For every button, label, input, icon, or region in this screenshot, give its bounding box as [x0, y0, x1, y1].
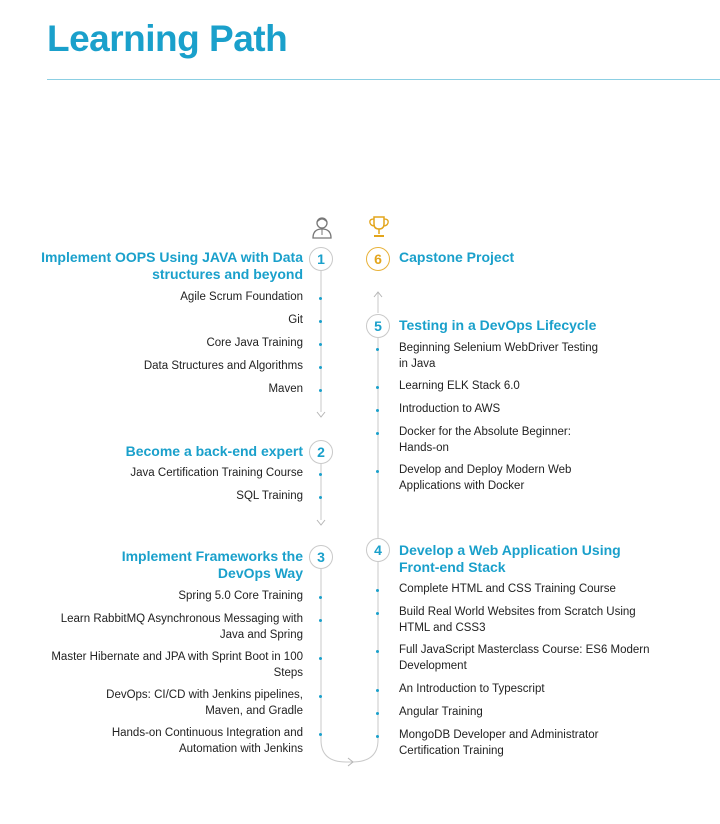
timeline-dot: [376, 689, 379, 692]
stage-5-course-item: Docker for the Absolute Beginner: Hands-on: [399, 426, 571, 454]
timeline-dot: [319, 473, 322, 476]
stage-5-course-item: Develop and Deploy Modern Web Applications with Docker: [399, 464, 572, 492]
timeline-dot: [376, 612, 379, 615]
stage-3-course-item: Hands-on Continuous Integration and Automation with Jenkins: [111, 727, 303, 755]
stage-4-course-item: MongoDB Developer and Administrator Certification Training: [399, 729, 599, 757]
stage-2-number-badge: 2: [309, 440, 333, 464]
stage-3-course-item: Spring 5.0 Core Training: [178, 590, 303, 602]
down-arrow-icon: [317, 412, 325, 417]
stage-1-course-item: Maven: [268, 383, 303, 395]
stage-4-course-item: Build Real World Websites from Scratch Using HTML and CSS3: [399, 606, 636, 634]
timeline-dot: [319, 657, 322, 660]
stage-1-course-item: Data Structures and Algorithms: [143, 360, 303, 372]
timeline-dot: [319, 619, 322, 622]
timeline-dot: [376, 432, 379, 435]
stage-5-course-item: Learning ELK Stack 6.0: [399, 380, 520, 392]
timeline-dot: [376, 589, 379, 592]
stage-1-course-item: Git: [288, 314, 303, 326]
timeline-dot: [319, 320, 322, 323]
stage-4-course-item: Complete HTML and CSS Training Course: [399, 583, 616, 595]
stage-3-heading: Implement Frameworks the DevOps Way: [121, 548, 303, 581]
trophy-icon: [368, 215, 390, 239]
stage-5-heading: Testing in a DevOps Lifecycle: [399, 317, 597, 333]
stage-2-heading: Become a back-end expert: [125, 443, 303, 459]
timeline-dot: [376, 735, 379, 738]
timeline-dot: [319, 389, 322, 392]
stage-2-course-item: SQL Training: [236, 490, 303, 502]
stage-4-course-item: An Introduction to Typescript: [399, 683, 545, 695]
user-icon: [311, 215, 333, 239]
stage-4-course-item: Full JavaScript Masterclass Course: ES6 Modern Development: [399, 644, 650, 672]
timeline-dot: [319, 496, 322, 499]
stage-5-course-item: Introduction to AWS: [399, 403, 501, 415]
timeline-dot: [376, 470, 379, 473]
stage-3-course-item: DevOps: CI/CD with Jenkins pipelines, Maven, and Gradle: [106, 689, 303, 717]
timeline-dot: [376, 409, 379, 412]
stage-3-course-item: Master Hibernate and JPA with Sprint Boot in 100 Steps: [51, 651, 303, 679]
stage-1-course-item: Core Java Training: [206, 337, 303, 349]
timeline-dot: [319, 596, 322, 599]
stage-6-heading: Capstone Project: [399, 249, 515, 265]
timeline-dot: [376, 712, 379, 715]
timeline-dot: [376, 348, 379, 351]
stage-1-course-item: Agile Scrum Foundation: [180, 291, 303, 303]
timeline-dot: [319, 343, 322, 346]
stage-5-course-item: Beginning Selenium WebDriver Testing in Java: [399, 342, 599, 370]
timeline-dot: [319, 366, 322, 369]
stage-4-number-badge: 4: [366, 538, 390, 562]
stage-3-course-item: Learn RabbitMQ Asynchronous Messaging with Java and Spring: [60, 613, 303, 641]
timeline-dot: [319, 733, 322, 736]
stage-4-course-item: Angular Training: [399, 706, 483, 718]
stage-3-number-badge: 3: [309, 545, 333, 569]
timeline-dot: [376, 386, 379, 389]
down-arrow-icon: [317, 520, 325, 525]
stage-1-number-badge: 1: [309, 247, 333, 271]
timeline-dot: [319, 297, 322, 300]
timeline-dot: [319, 695, 322, 698]
stage-2-course-item: Java Certification Training Course: [130, 467, 303, 479]
stage-1-heading: Implement OOPS Using JAVA with Data structures and beyond: [41, 249, 303, 282]
page-title: Learning Path: [47, 18, 288, 59]
stage-6-number-badge: 6: [366, 247, 390, 271]
stage-5-number-badge: 5: [366, 314, 390, 338]
timeline-dot: [376, 650, 379, 653]
stage-4-heading: Develop a Web Application Using Front-end Stack: [399, 542, 621, 575]
